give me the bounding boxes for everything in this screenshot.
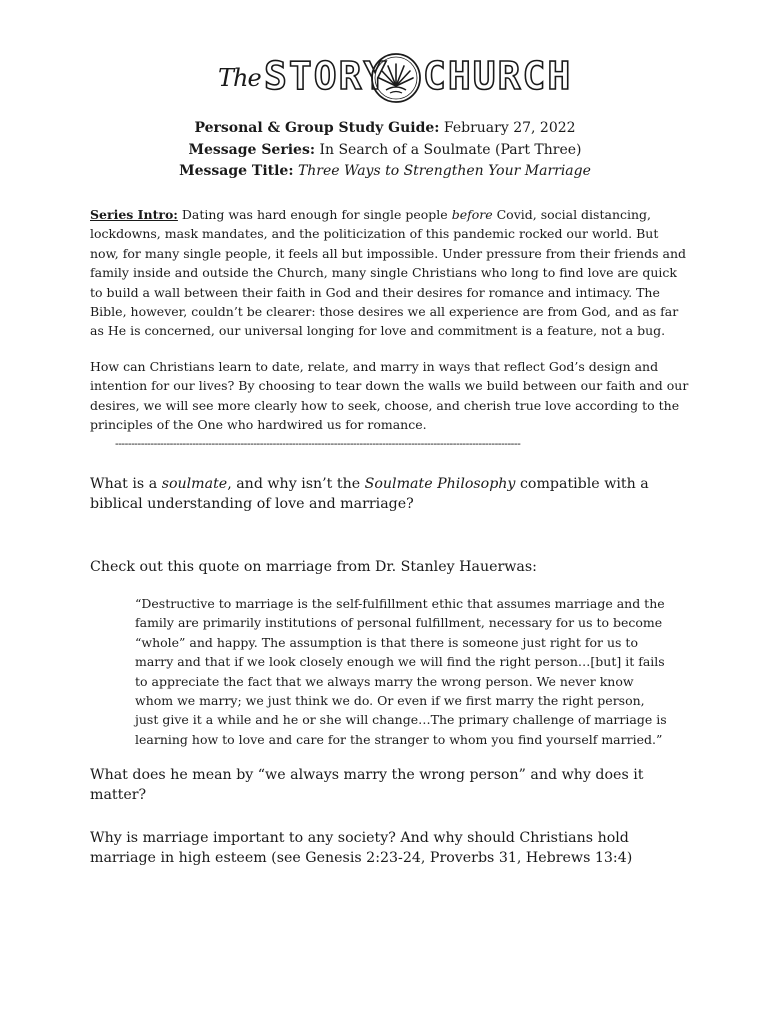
church-logo: [218, 50, 573, 112]
message-series-line: [0, 142, 770, 158]
question-hauerwas-intro: Check out this quote on marriage from Dr. Stanley Hauerwas:: [90, 559, 537, 575]
title-value: Three Ways to Strengthen Your Marriage: [293, 163, 591, 179]
guide-label: Personal & Group Study Guide:: [194, 120, 440, 136]
intro-emphasis: before: [451, 207, 493, 222]
q1-text-c: compatible with a biblical understanding of love and marriage?: [90, 476, 649, 512]
logo-story-text: STORY: [264, 54, 389, 98]
logo-the-text: The: [218, 64, 261, 92]
q1-emphasis-soulmate: soulmate: [161, 476, 228, 492]
question-marriage-importance: Why is marriage important to any society? And why should Christians hold marriage in high esteem (see Genesis 2:23-24, Proverbs 31, Hebrews 13:4): [90, 830, 633, 866]
study-guide-heading: [0, 120, 770, 136]
intro-text-a: Dating was hard enough for single people: [177, 207, 452, 222]
series-value: In Search of a Soulmate (Part Three): [315, 142, 582, 158]
series-label: Message Series:: [188, 142, 315, 158]
dashed-divider: ------------------------------------------------------------------------------------------------------------------------------: [115, 437, 521, 450]
question-wrong-person: What does he mean by “we always marry the wrong person” and why does it matter?: [90, 767, 644, 803]
logo-church-text: CHURCH: [423, 54, 573, 98]
intro-text-b: Covid, social distancing, lockdowns, mask mandates, and the politicization of this pandemic rocked our world. But now, for many single people, it feels all but impossible. Under pressure from their friends and family inside and outside the Church, many single Christians who long to find love are quick to build a wall between their faith in God and their desires for romance and intimacy. The Bible, however, couldn’t be clearer: those desires we all experience are from God, and as far as He is concerned, our universal longing for love and commitment is a feature, not a bug.: [90, 207, 687, 339]
question-soulmate: [90, 474, 690, 514]
q1-emphasis-philosophy: Soulmate Philosophy: [364, 476, 516, 492]
title-label: Message Title:: [179, 163, 294, 179]
intro-paragraph-2: How can Christians learn to date, relate, and marry in ways that reflect God’s design and intention for our lives? By choosing to tear down the walls we build between our faith and our desires, we will see more clearly how to seek, choose, and cherish true love according to the principles of the One who hardwired us for romance.: [90, 359, 689, 433]
q1-text-b: , and why isn’t the: [227, 476, 365, 492]
q1-text-a: What is a: [90, 476, 162, 492]
message-title-line: [0, 163, 770, 179]
hauerwas-quote: “Destructive to marriage is the self-fulfillment ethic that assumes marriage and the family are primarily institutions of personal fulfillment, necessary for us to become “whole” and happy. The assumption is that there is someone just right for us to marry and that if we look closely enough we will find the right person…[but] it fails to appreciate the fact that we always marry the wrong person. We never know whom we marry; we just think we do. Or even if we first marry the right person, just give it a while and he or she will change…The primary challenge of marriage is learning how to love and care for the stranger to whom you find yourself married.”: [135, 596, 667, 747]
sunburst-emblem-icon: [370, 52, 422, 104]
guide-date: February 27, 2022: [439, 120, 576, 136]
series-intro-label: Series Intro:: [90, 207, 178, 222]
series-intro-paragraph: [90, 205, 690, 341]
